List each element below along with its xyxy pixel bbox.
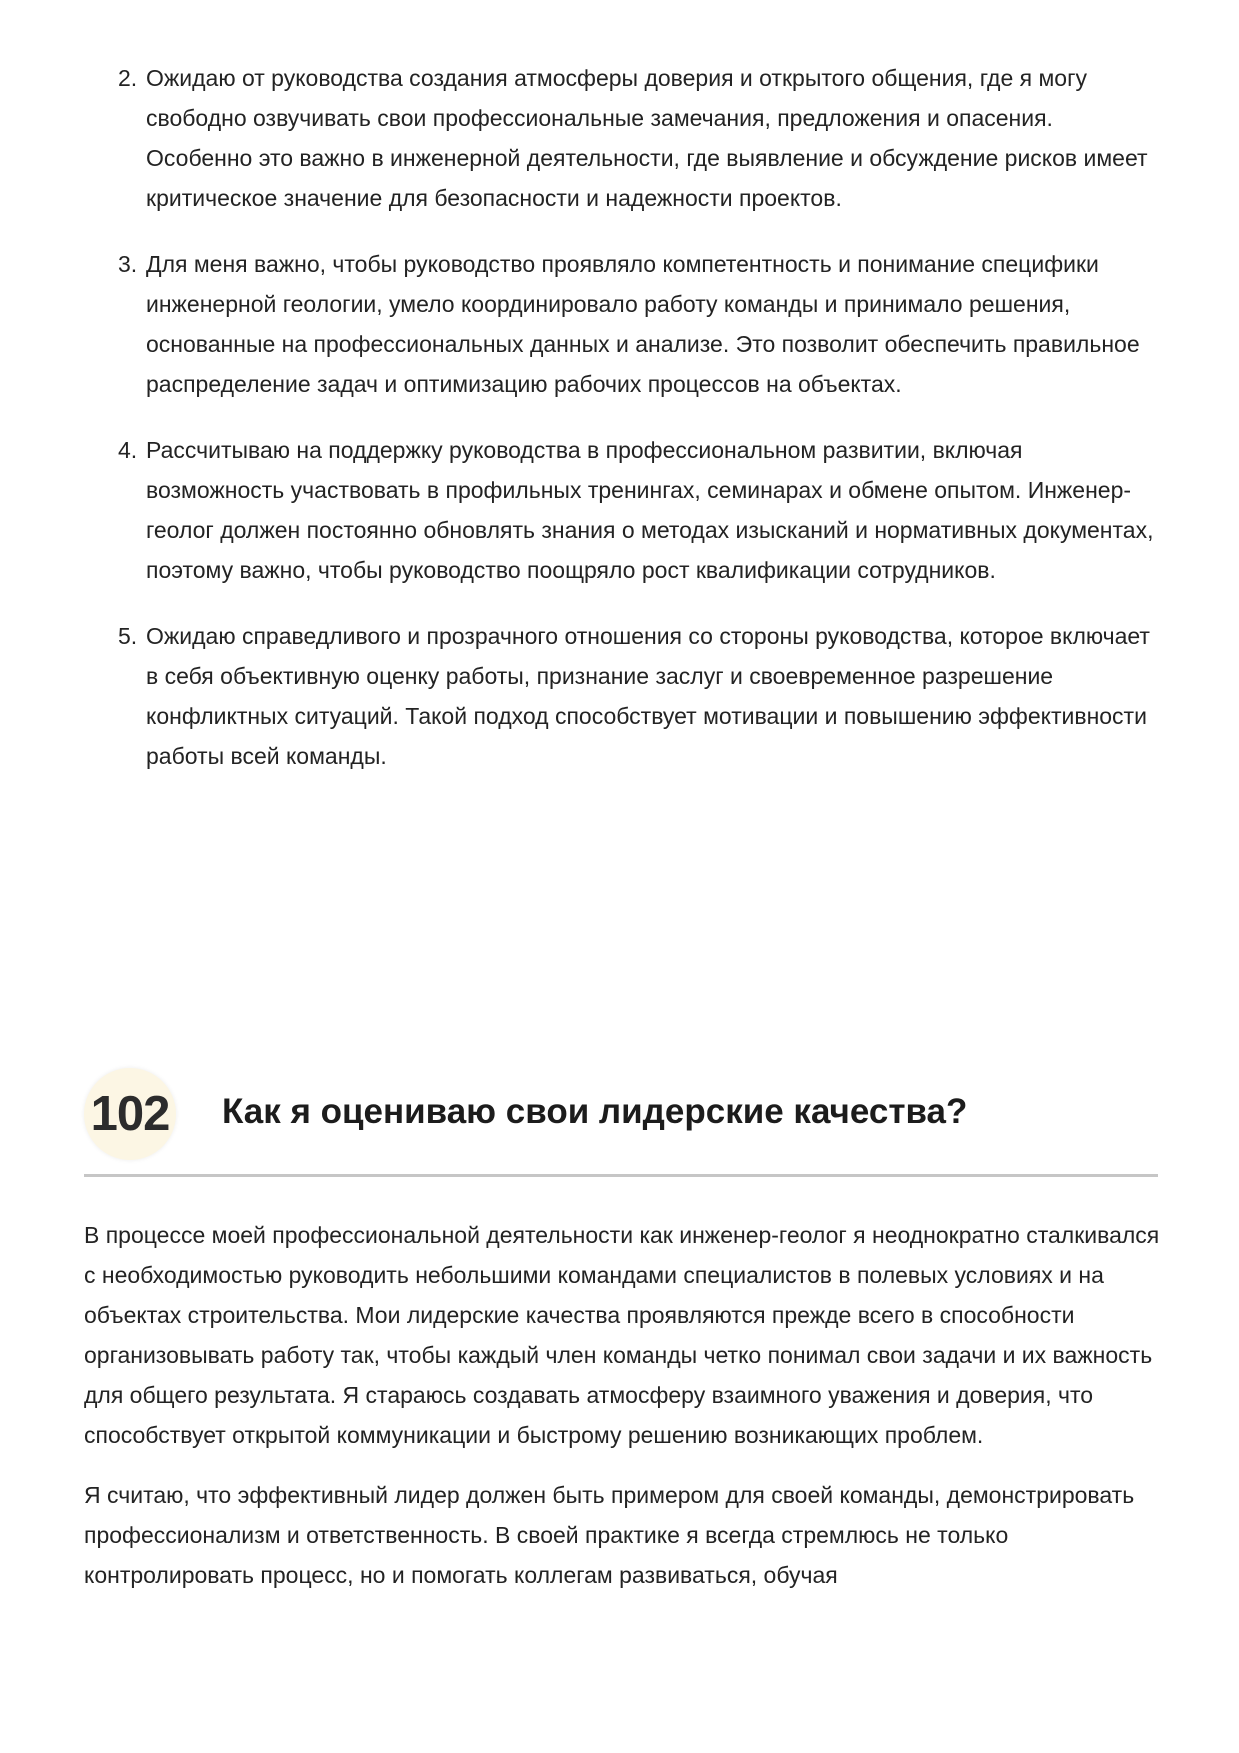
list-item bbox=[84, 58, 1164, 218]
list-item bbox=[84, 616, 1164, 776]
list-item bbox=[84, 430, 1164, 590]
numbered-list bbox=[84, 58, 1164, 802]
list-item-number: 4. bbox=[118, 437, 138, 463]
section-body bbox=[84, 1215, 1174, 1615]
list-item-text: Ожидаю справедливого и прозрачного отношения со стороны руководства, которое включает в себя объективную оценку работы, признание заслуг и своевременное разрешение конфликтных ситуаций. Такой подход способствует мотивации и повышению эффективности работы всей команды. bbox=[146, 623, 1150, 769]
list-item-text: Рассчитываю на поддержку руководства в профессиональном развитии, включая возможность участвовать в профильных тренингах, семинарах и обмене опытом. Инженер-геолог должен постоянно обновлять знания о методах изысканий и нормативных документах, поэтому важно, чтобы руководство поощряло рост квалификации сотрудников. bbox=[146, 437, 1154, 583]
list-item-number: 5. bbox=[118, 623, 138, 649]
list-item-text: Для меня важно, чтобы руководство проявляло компетентность и понимание специфики инженерной геологии, умело координировало работу команды и принимало решения, основанные на профессиональных данных и анализе. Это позволит обеспечить правильное распределение задач и оптимизацию рабочих процессов на объектах. bbox=[146, 251, 1140, 397]
list-item-text: Ожидаю от руководства создания атмосферы доверия и открытого общения, где я могу свободно озвучивать свои профессиональные замечания, предложения и опасения. Особенно это важно в инженерной деятельности, где выявление и обсуждение рисков имеет критическое значение для безопасности и надежности проектов. bbox=[146, 65, 1148, 211]
list-item-number: 2. bbox=[118, 65, 138, 91]
body-paragraph: Я считаю, что эффективный лидер должен быть примером для своей команды, демонстрировать профессионализм и ответственность. В своей практике я всегда стремлюсь не только контролировать процесс, но и помогать коллегам развиваться, обучая bbox=[84, 1482, 1135, 1588]
section-header bbox=[84, 1068, 1158, 1177]
section-title: Как я оцениваю свои лидерские качества? bbox=[222, 1092, 968, 1131]
section-number-badge: 102 bbox=[84, 1068, 176, 1160]
list-item bbox=[84, 244, 1164, 404]
body-paragraph: В процессе моей профессиональной деятельности как инженер-геолог я неоднократно сталкивался с необходимостью руководить небольшими командами специалистов в полевых условиях и на объектах строительства. Мои лидерские качества проявляются прежде всего в способности организовывать работу так, чтобы каждый член команды четко понимал свои задачи и их важность для общего результата. Я стараюсь создавать атмосферу взаимного уважения и доверия, что способствует открытой коммуникации и быстрому решению возникающих проблем. bbox=[84, 1222, 1160, 1448]
list-item-number: 3. bbox=[118, 251, 138, 277]
